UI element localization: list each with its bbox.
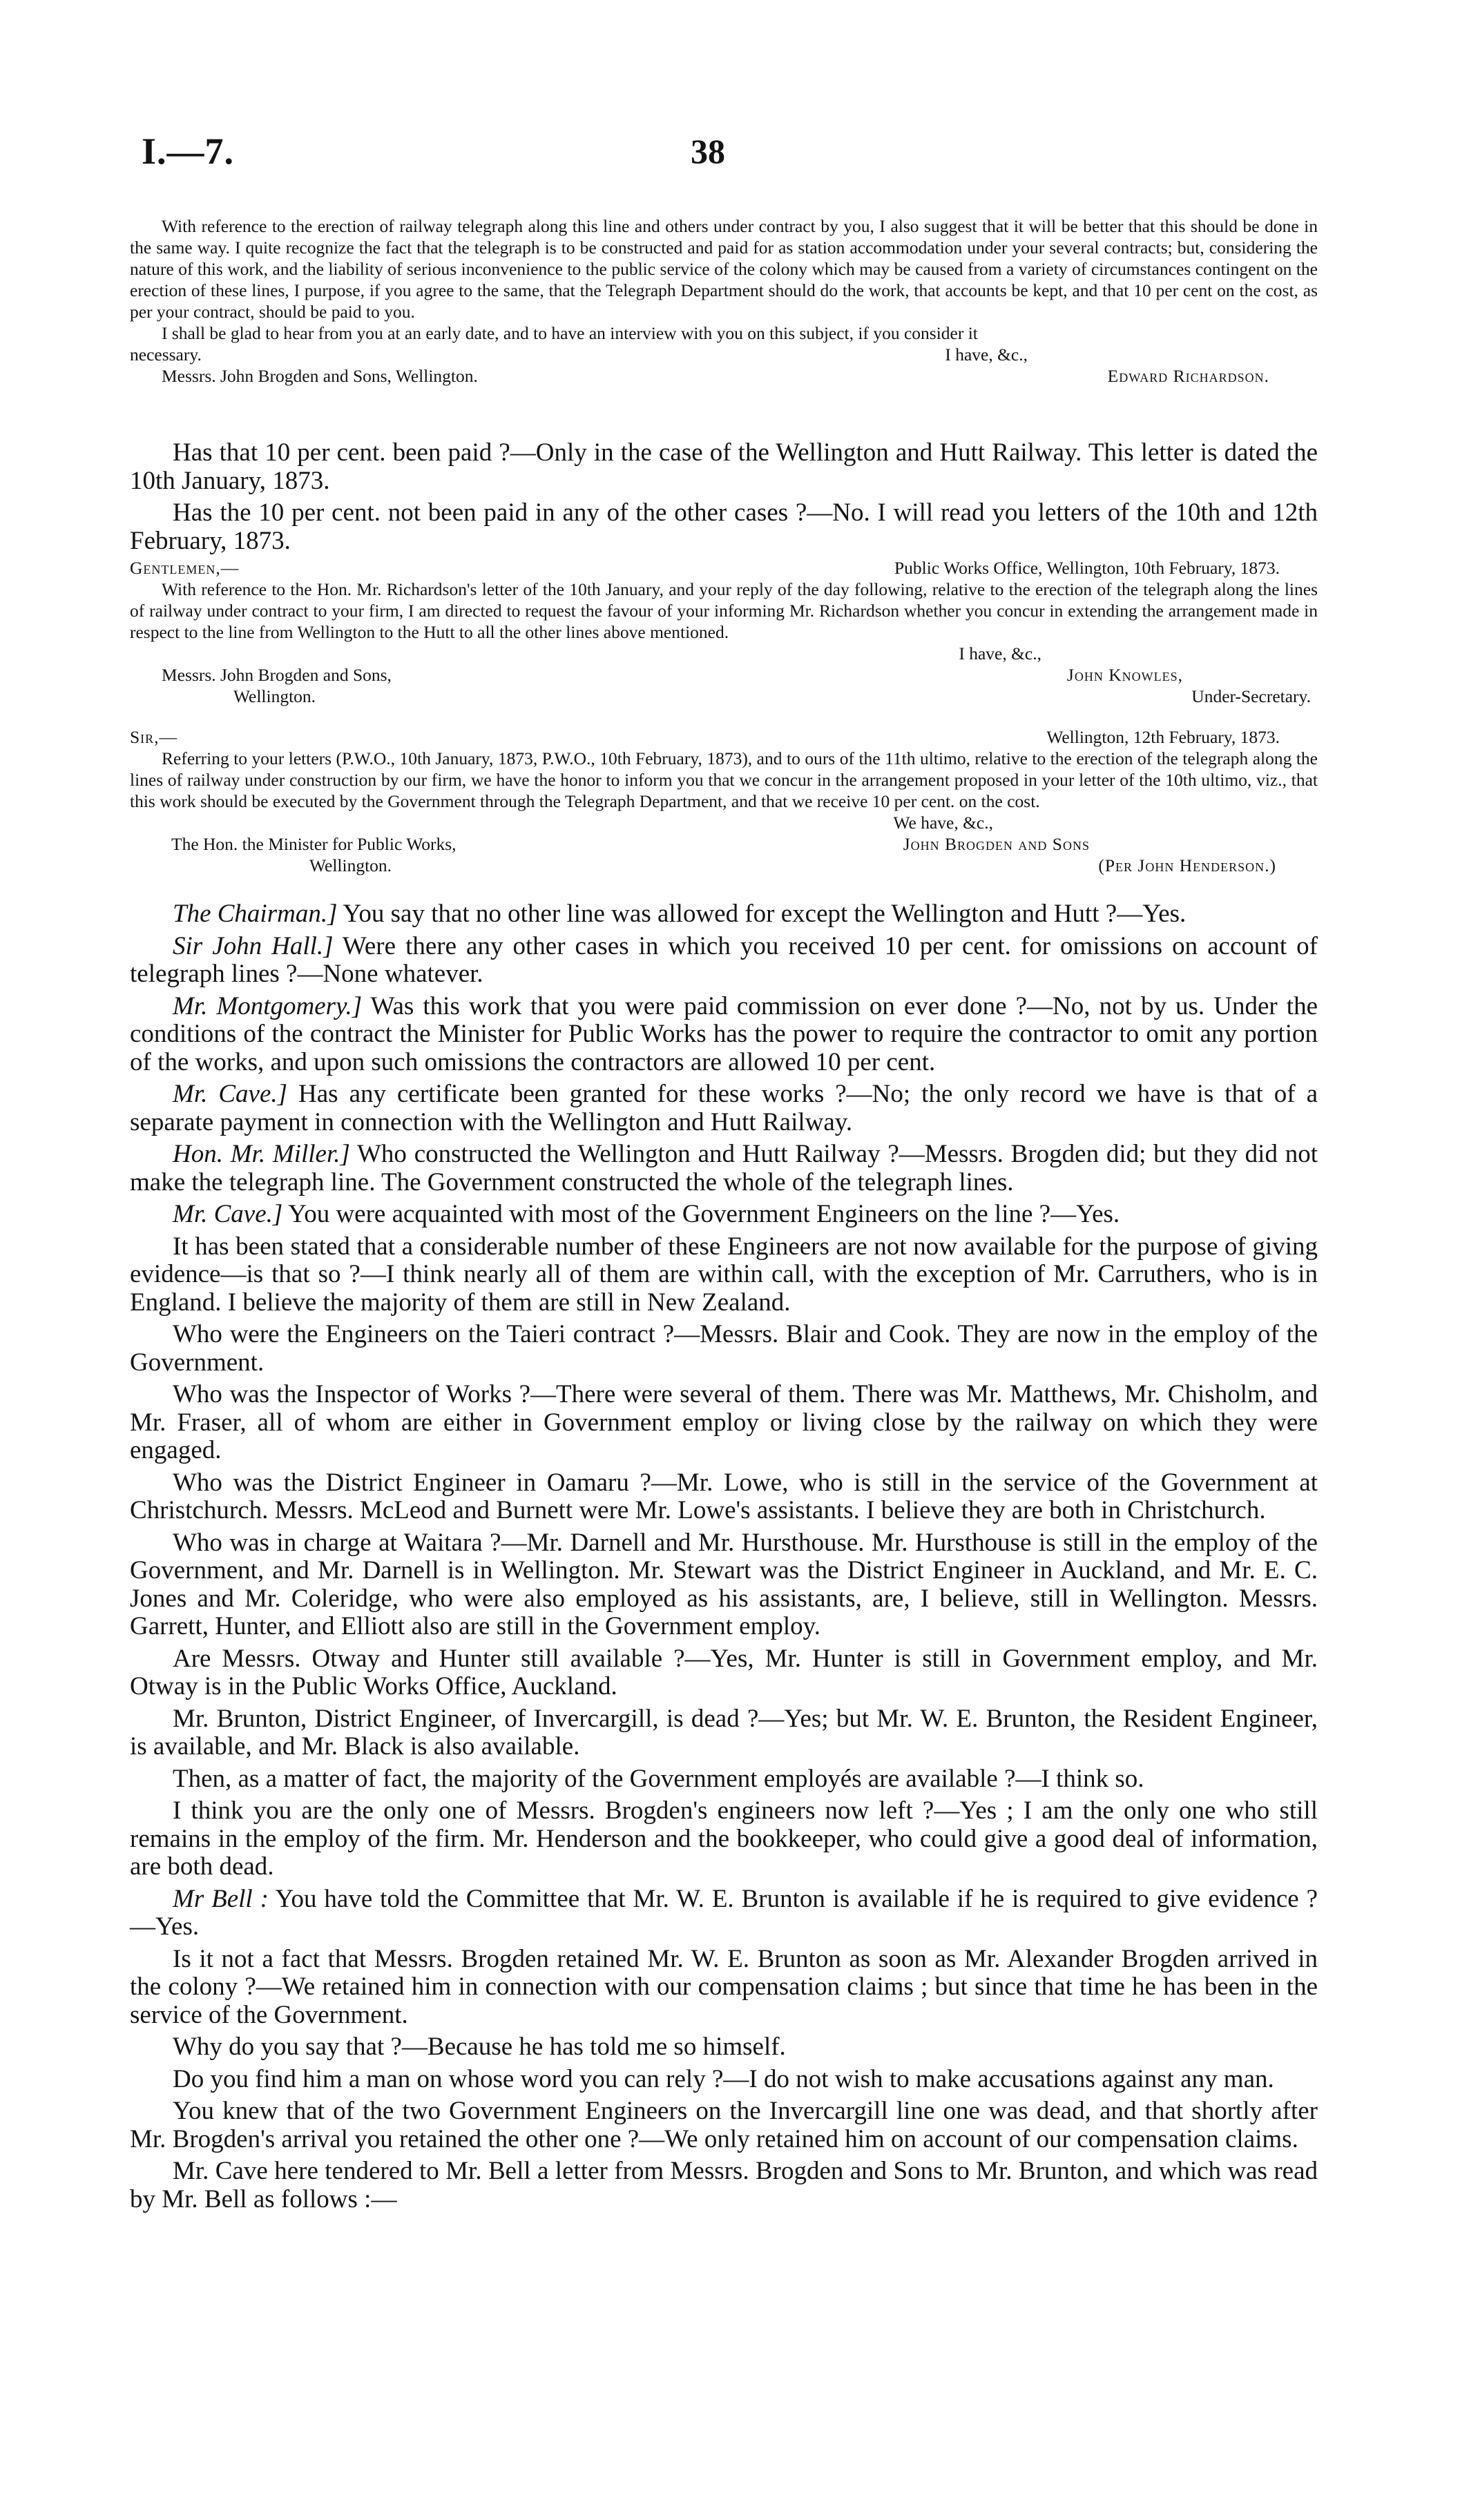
evidence-text: It has been stated that a considerable number of these Engineers are not now available for the purpose of giving evidence—is that so ?—I think nearly all of them are within call, with the exception of Mr. Carruthers, who is in England. I believe the majority of them are still in New Zealand. (130, 1232, 1318, 1317)
speaker: Mr. Montgomery.] (173, 991, 363, 1020)
evidence-text: Mr. Cave here tendered to Mr. Bell a letter from Messrs. Brogden and Sons to Mr. Brunton, and which was read by Mr. Bell as follows :— (130, 2157, 1318, 2213)
evidence-text: You say that no other line was allowed for except the Wellington and Hutt ?—Yes. (337, 900, 1187, 928)
letter-heading-row (130, 726, 1318, 748)
letter-closing: I have, &c., (959, 643, 1041, 663)
evidence-block-1 (130, 439, 1318, 559)
evidence-text: Who was in charge at Waitara ?—Mr. Darnell and Mr. Hursthouse. Mr. Hursthouse is still in the employ of the Government, and Mr. Darnell is in Wellington. Mr. Stewart was the District Engineer in Auckland, and Mr. E. C. Jones and Mr. Coleridge, who were also employed as his assistants, are, I believe, still in Wellington. Messrs. Garrett, Hunter, and Elliott also are still in the Government employ. (130, 1528, 1318, 1640)
letter-addressee: The Hon. the Minister for Public Works, (171, 834, 457, 854)
letter-sign-row-2 (130, 855, 1318, 876)
letter-last-line: necessary. (130, 345, 202, 365)
letter-signature: Edward Richardson. (1107, 366, 1269, 386)
evidence-paragraph (130, 2066, 1318, 2094)
letter-brogden (130, 726, 1318, 876)
letter-closing-row (130, 344, 1318, 365)
letter-addressee: Messrs. John Brogden and Sons, (162, 665, 392, 685)
evidence-paragraph (130, 900, 1318, 929)
letter-sign-row (130, 833, 1318, 855)
evidence-text: Is it not a fact that Messrs. Brogden retained Mr. W. E. Brunton as soon as Mr. Alexander Brogden arrived in the colony ?—We retained him in connection with our compensation claims ; but since that time he has been in the service of the Government. (130, 1944, 1318, 2029)
letter-signature-title: Under-Secretary. (1191, 686, 1311, 706)
evidence-text: Who constructed the Wellington and Hutt Railway ?—Messrs. Brogden did; but they did not make the telegraph line. The Government constructed the whole of the telegraph lines. (130, 1140, 1318, 1196)
evidence-paragraph (130, 1529, 1318, 1641)
evidence-text: Who was the Inspector of Works ?—There were several of them. There was Mr. Matthews, Mr. Chisholm, and Mr. Fraser, all of whom are either in Government employ or living close by the railway on which they were engaged. (130, 1380, 1318, 1464)
letter-closing: We have, &c., (893, 813, 993, 833)
letter-salutation: Sir,— (130, 727, 178, 747)
evidence-paragraph (130, 1201, 1318, 1229)
evidence-paragraph (130, 2097, 1318, 2153)
evidence-paragraph (130, 1233, 1318, 1317)
letter-signature: John Knowles, (1066, 665, 1183, 685)
evidence-paragraph (130, 1886, 1318, 1941)
evidence-text: You have told the Committee that Mr. W. E. Brunton is available if he is required to give evidence ?—Yes. (130, 1884, 1318, 1941)
evidence-paragraph (130, 1141, 1318, 1196)
letter-salutation: Gentlemen,— (130, 558, 240, 578)
evidence-block-2 (130, 900, 1318, 2218)
speaker: Mr Bell : (173, 1884, 269, 1913)
evidence-paragraph (130, 1946, 1318, 2030)
evidence-paragraph (130, 1765, 1318, 1794)
evidence-paragraph (130, 1080, 1318, 1136)
letter-sign-row (130, 365, 1318, 387)
letter-place-date: Wellington, 12th February, 1873. (1046, 727, 1280, 747)
evidence-text: Why do you say that ?—Because he has told me so himself. (173, 2033, 786, 2061)
evidence-paragraph (130, 1645, 1318, 1701)
letter-addressee-city: Wellington. (233, 686, 316, 706)
letter-paragraph: Referring to your letters (P.W.O., 10th January, 1873, P.W.O., 10th February, 1873), and to ours of the 11th ultimo, relative to the erection of the telegraph along the lines of railway under construction by our firm, we have the honor to inform you that we concur in the arrangement proposed in your letter of the 10th ultimo, viz., that this work should be executed by the Government through the Telegraph Department, and that we receive 10 per cent. on the cost. (130, 748, 1318, 811)
evidence-text: Were there any other cases in which you received 10 per cent. for omissions on account of telegraph lines ?—None whatever. (130, 931, 1318, 988)
letter-richardson (130, 215, 1318, 387)
letter-paragraph: I shall be glad to hear from you at an early date, and to have an interview with you on this subject, if you consider it (162, 323, 978, 343)
evidence-text: Who were the Engineers on the Taieri contract ?—Messrs. Blair and Cook. They are now in the employ of the Government. (130, 1320, 1318, 1377)
letter-closing: I have, &c., (945, 345, 1028, 365)
letter-paragraph: With reference to the Hon. Mr. Richardson's letter of the 10th January, and your reply of the day following, relative to the erection of the telegraph along the lines of railway under contract to your firm, I am directed to request the favour of your informing Mr. Richardson whether you concur in extending the arrangement made in respect to the line from Wellington to the Hutt to all the other lines above mentioned. (130, 579, 1318, 642)
letter-closing-row (130, 643, 1318, 664)
evidence-paragraph (130, 993, 1318, 1077)
evidence-text: I think you are the only one of Messrs. Brogden's engineers now left ?—Yes ; I am the only one who still remains in the employ of the firm. Mr. Henderson and the bookkeeper, who could give a good deal of information, are both dead. (130, 1796, 1318, 1881)
letter-heading-row (130, 557, 1318, 579)
evidence-paragraph (130, 1469, 1318, 1525)
speaker: Sir John Hall.] (173, 931, 334, 960)
letter-knowles (130, 557, 1318, 707)
evidence-text: Who was the District Engineer in Oamaru ?—Mr. Lowe, who is still in the service of the Government at Christchurch. Messrs. McLeod and Burnett were Mr. Lowe's assistants. I believe they are both in Christchurch. (130, 1468, 1318, 1524)
speaker: Mr. Cave.] (173, 1080, 288, 1108)
page-number: 38 (691, 132, 725, 171)
letter-sign-row (130, 664, 1318, 686)
letter-signature-sub: (Per John Henderson.) (1098, 855, 1276, 875)
evidence-text: Has any certificate been granted for these works ?—No; the only record we have is that of a separate payment in connection with the Wellington and Hutt Railway. (130, 1080, 1318, 1136)
letter-addressee-city: Wellington. (309, 855, 392, 875)
speaker: The Chairman.] (173, 900, 338, 928)
speaker: Hon. Mr. Miller.] (173, 1140, 350, 1168)
letter-place-date: Public Works Office, Wellington, 10th February, 1873. (894, 558, 1280, 578)
evidence-text: Do you find him a man on whose word you can rely ?—I do not wish to make accusations against any man. (173, 2064, 1274, 2093)
letter-paragraph: With reference to the erection of railway telegraph along this line and others under contract by you, I also suggest that it will be better that this should be done in the same way. I quite recognize the fact that the telegraph is to be constructed and paid for as station accommodation under your several contracts; but, considering the nature of this work, and the liability of serious inconvenience to the public service of the colony which may be caused from a variety of circumstances contingent on the erection of these lines, I purpose, if you agree to the same, that the Telegraph Department should do the work, that accounts be kept, and that 10 per cent on the cost, as per your contract, should be paid to you. (130, 216, 1318, 322)
evidence-paragraph (130, 2158, 1318, 2213)
evidence-paragraph: Has that 10 per cent. been paid ?—Only in the case of the Wellington and Hutt Railway. This letter is dated the 10th January, 1873. (130, 438, 1318, 495)
speaker: Mr. Cave.] (173, 1200, 283, 1228)
evidence-paragraph (130, 1321, 1318, 1377)
evidence-paragraph (130, 1797, 1318, 1881)
letter-signature: John Brogden and Sons (903, 834, 1090, 854)
document-reference: I.—7. (142, 130, 235, 172)
evidence-paragraph (130, 1381, 1318, 1465)
letter-addressee: Messrs. John Brogden and Sons, Wellington. (162, 366, 478, 386)
evidence-text: Then, as a matter of fact, the majority of the Government employés are available ?—I think so. (173, 1764, 1144, 1793)
letter-sign-row-2 (130, 686, 1318, 707)
evidence-text: You were acquainted with most of the Government Engineers on the line ?—Yes. (282, 1200, 1120, 1228)
evidence-paragraph (130, 933, 1318, 989)
evidence-text: Was this work that you were paid commission on ever done ?—No, not by us. Under the conditions of the contract the Minister for Public Works has the power to require the contractor to omit any portion of the works, and upon such omissions the contractors are allowed 10 per cent. (130, 991, 1318, 1076)
evidence-paragraph (130, 2033, 1318, 2062)
evidence-paragraph: Has the 10 per cent. not been paid in any of the other cases ?—No. I will read you letters of the 10th and 12th February, 1873. (130, 498, 1318, 555)
evidence-paragraph (130, 1705, 1318, 1761)
evidence-text: Mr. Brunton, District Engineer, of Invercargill, is dead ?—Yes; but Mr. W. E. Brunton, the Resident Engineer, is available, and Mr. Black is also available. (130, 1704, 1318, 1761)
letter-closing-row (130, 812, 1318, 833)
evidence-text: Are Messrs. Otway and Hunter still available ?—Yes, Mr. Hunter is still in Government employ, and Mr. Otway is in the Public Works Office, Auckland. (130, 1644, 1318, 1700)
evidence-text: You knew that of the two Government Engineers on the Invercargill line one was dead, and that shortly after Mr. Brogden's arrival you retained the other one ?—We only retained him on account of our compensation claims. (130, 2097, 1318, 2153)
